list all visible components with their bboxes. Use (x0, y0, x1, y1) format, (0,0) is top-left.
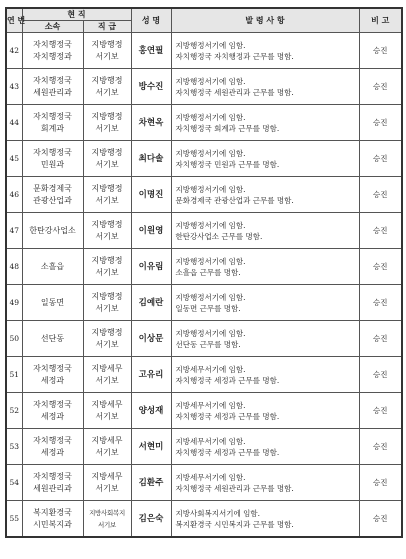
row-remark: 승진 (359, 465, 402, 501)
row-department (22, 69, 83, 105)
row-name: 차현옥 (131, 105, 171, 141)
department-line-2: 세정과 (40, 411, 65, 421)
row-matters (171, 249, 359, 285)
row-remark: 승진 (359, 429, 402, 465)
table-row (6, 105, 402, 141)
grade-line-2: 서기보 (95, 375, 119, 385)
department-line-1: 소흘읍 (40, 261, 65, 271)
grade-line-2: 서기보 (95, 87, 119, 97)
grade-line-2: 서기보 (95, 483, 119, 493)
matters-line-2: 자치행정국 회계과 근무를 명함. (175, 123, 280, 133)
row-grade (83, 105, 131, 141)
matters-line-2: 일동면 근무를 명함. (175, 303, 241, 313)
row-department (22, 105, 83, 141)
table-row (6, 213, 402, 249)
row-remark: 승진 (359, 285, 402, 321)
department-line-1: 한탄강사업소 (29, 225, 76, 235)
row-number: 50 (6, 321, 22, 357)
row-grade (83, 141, 131, 177)
grade-line-2: 서기보 (95, 411, 119, 421)
row-matters (171, 285, 359, 321)
row-grade (83, 429, 131, 465)
row-matters (171, 465, 359, 501)
row-grade (83, 249, 131, 285)
table-row (6, 33, 402, 69)
department-line-2: 자치행정과 (33, 51, 72, 61)
department-line-1: 복지환경국 (33, 507, 72, 517)
matters-line-1: 지방행정서기에 임함. (175, 220, 246, 230)
row-matters (171, 393, 359, 429)
row-grade (83, 393, 131, 429)
row-number: 42 (6, 33, 22, 69)
grade-line-2: 서기보 (98, 520, 116, 529)
matters-line-1: 지방행정서기에 임함. (175, 76, 246, 86)
table-row (6, 429, 402, 465)
matters-line-1: 지방세무서기에 임함. (175, 400, 246, 410)
matters-line-1: 지방세무서기에 임함. (175, 472, 246, 482)
grade-line-1: 지방행정 (91, 219, 123, 229)
row-remark: 승진 (359, 105, 402, 141)
matters-line-2: 자치행정국 세원관리과 근무를 명함. (175, 87, 294, 97)
row-number: 54 (6, 465, 22, 501)
matters-line-1: 지방사회복지서기에 임함. (175, 508, 260, 518)
grade-line-1: 지방행정 (91, 111, 123, 121)
grade-line-2: 서기보 (95, 231, 119, 241)
grade-line-1: 지방행정 (91, 39, 123, 49)
matters-line-2: 자치행정국 자치행정과 근무를 명함. (175, 51, 294, 61)
table-row (6, 69, 402, 105)
row-number: 49 (6, 285, 22, 321)
grade-line-2: 서기보 (95, 51, 119, 61)
table-row (6, 249, 402, 285)
matters-line-2: 자치행정국 세원관리과 근무를 명함. (175, 483, 294, 493)
grade-line-1: 지방행정 (91, 291, 123, 301)
row-remark: 승진 (359, 33, 402, 69)
grade-line-2: 서기보 (95, 159, 119, 169)
row-remark: 승진 (359, 69, 402, 105)
row-number: 52 (6, 393, 22, 429)
row-department (22, 429, 83, 465)
grade-line-1: 지방행정 (91, 147, 123, 157)
row-grade (83, 69, 131, 105)
row-number: 55 (6, 501, 22, 538)
row-name: 최다솔 (131, 141, 171, 177)
row-number: 51 (6, 357, 22, 393)
table-body (6, 33, 402, 538)
row-remark: 승진 (359, 177, 402, 213)
row-grade (83, 357, 131, 393)
row-name: 김예란 (131, 285, 171, 321)
department-line-2: 세원관리과 (33, 483, 72, 493)
department-line-2: 세정과 (40, 447, 65, 457)
department-line-1: 선단동 (40, 333, 65, 343)
row-remark: 승진 (359, 213, 402, 249)
grade-line-2: 서기보 (95, 339, 119, 349)
row-remark: 승진 (359, 321, 402, 357)
matters-line-1: 지방행정서기에 임함. (175, 148, 246, 158)
table-row (6, 141, 402, 177)
row-department (22, 249, 83, 285)
row-remark: 승진 (359, 501, 402, 538)
row-matters (171, 69, 359, 105)
matters-line-2: 문화경제국 관광산업과 근무를 명함. (175, 195, 294, 205)
department-line-1: 자치행정국 (33, 399, 72, 409)
row-matters (171, 321, 359, 357)
row-grade (83, 177, 131, 213)
row-number: 46 (6, 177, 22, 213)
header-matters: 발 령 사 항 (171, 8, 359, 33)
row-name: 이명진 (131, 177, 171, 213)
row-name: 이상문 (131, 321, 171, 357)
row-department (22, 393, 83, 429)
matters-line-2: 자치행정국 세정과 근무를 명함. (175, 447, 280, 457)
row-name: 김은숙 (131, 501, 171, 538)
row-number: 48 (6, 249, 22, 285)
header-num: 연 번 (6, 8, 22, 33)
table-row (6, 501, 402, 538)
row-name: 이유림 (131, 249, 171, 285)
row-grade (83, 213, 131, 249)
department-line-2: 시민복지과 (33, 519, 72, 529)
row-number: 45 (6, 141, 22, 177)
row-name: 양성재 (131, 393, 171, 429)
department-line-2: 회계과 (40, 123, 65, 133)
row-grade (83, 285, 131, 321)
department-line-1: 자치행정국 (33, 363, 72, 373)
row-number: 44 (6, 105, 22, 141)
grade-line-1: 지방세무 (91, 399, 123, 409)
grade-line-1: 지방행정 (91, 75, 123, 85)
row-matters (171, 105, 359, 141)
grade-line-1: 지방세무 (91, 363, 123, 373)
row-name: 고유리 (131, 357, 171, 393)
grade-line-1: 지방행정 (91, 255, 123, 265)
matters-line-2: 선단동 근무를 명함. (175, 339, 241, 349)
row-department (22, 177, 83, 213)
row-number: 47 (6, 213, 22, 249)
department-line-1: 자치행정국 (33, 39, 72, 49)
row-matters (171, 177, 359, 213)
matters-line-2: 자치행정국 민원과 근무를 명함. (175, 159, 280, 169)
grade-line-1: 지방행정 (91, 327, 123, 337)
row-grade (83, 33, 131, 69)
department-line-1: 자치행정국 (33, 75, 72, 85)
row-name: 홍연필 (131, 33, 171, 69)
matters-line-2: 자치행정국 세정과 근무를 명함. (175, 375, 280, 385)
table-row (6, 177, 402, 213)
header-name: 성 명 (131, 8, 171, 33)
row-number: 43 (6, 69, 22, 105)
matters-line-1: 지방세무서기에 임함. (175, 436, 246, 446)
row-name: 이원영 (131, 213, 171, 249)
row-name: 서현미 (131, 429, 171, 465)
matters-line-2: 자치행정국 세정과 근무를 명함. (175, 411, 280, 421)
department-line-2: 세정과 (40, 375, 65, 385)
row-matters (171, 429, 359, 465)
row-grade (83, 501, 131, 538)
matters-line-1: 지방행정서기에 임함. (175, 292, 246, 302)
row-matters (171, 33, 359, 69)
row-department (22, 141, 83, 177)
row-department (22, 321, 83, 357)
grade-line-2: 서기보 (95, 123, 119, 133)
header-remarks: 비 고 (359, 8, 402, 33)
grade-line-2: 서기보 (95, 267, 119, 277)
row-grade (83, 321, 131, 357)
grade-line-2: 서기보 (95, 447, 119, 457)
matters-line-2: 복지환경국 시민복지과 근무를 명함. (175, 519, 294, 529)
department-line-2: 관광산업과 (33, 195, 72, 205)
matters-line-1: 지방행정서기에 임함. (175, 184, 246, 194)
matters-line-1: 지방행정서기에 임함. (175, 112, 246, 122)
row-remark: 승진 (359, 357, 402, 393)
row-department (22, 465, 83, 501)
matters-line-1: 지방행정서기에 임함. (175, 328, 246, 338)
table-row (6, 321, 402, 357)
header-grade: 직 급 (83, 21, 131, 33)
grade-line-1: 지방행정 (91, 183, 123, 193)
matters-line-1: 지방행정서기에 임함. (175, 256, 246, 266)
row-department (22, 357, 83, 393)
matters-line-2: 소흘읍 근무를 명함. (175, 267, 241, 277)
row-name: 김환주 (131, 465, 171, 501)
matters-line-1: 지방세무서기에 임함. (175, 364, 246, 374)
row-matters (171, 213, 359, 249)
department-line-1: 자치행정국 (33, 435, 72, 445)
grade-line-1: 지방사회복지 (89, 508, 125, 517)
header-current-position: 현 직 (22, 8, 131, 21)
table-row (6, 465, 402, 501)
department-line-1: 자치행정국 (33, 147, 72, 157)
table-row (6, 393, 402, 429)
personnel-table (5, 7, 403, 538)
row-remark: 승진 (359, 393, 402, 429)
row-department (22, 501, 83, 538)
row-department (22, 285, 83, 321)
row-grade (83, 465, 131, 501)
department-line-2: 민원과 (40, 159, 65, 169)
grade-line-2: 서기보 (95, 195, 119, 205)
row-number: 53 (6, 429, 22, 465)
matters-line-2: 한탄강사업소 근무를 명함. (175, 231, 263, 241)
department-line-1: 문화경제국 (33, 183, 72, 193)
row-matters (171, 357, 359, 393)
row-matters (171, 141, 359, 177)
grade-line-1: 지방세무 (91, 471, 123, 481)
department-line-1: 일동면 (40, 297, 65, 307)
header-department: 소속 (22, 21, 83, 33)
table-row (6, 285, 402, 321)
row-matters (171, 501, 359, 538)
row-department (22, 33, 83, 69)
row-remark: 승진 (359, 249, 402, 285)
table-row (6, 357, 402, 393)
department-line-2: 세원관리과 (33, 87, 72, 97)
grade-line-2: 서기보 (95, 303, 119, 313)
matters-line-1: 지방행정서기에 임함. (175, 40, 246, 50)
department-line-1: 자치행정국 (33, 471, 72, 481)
row-department (22, 213, 83, 249)
row-remark: 승진 (359, 141, 402, 177)
grade-line-1: 지방세무 (91, 435, 123, 445)
department-line-1: 자치행정국 (33, 111, 72, 121)
row-name: 방수진 (131, 69, 171, 105)
